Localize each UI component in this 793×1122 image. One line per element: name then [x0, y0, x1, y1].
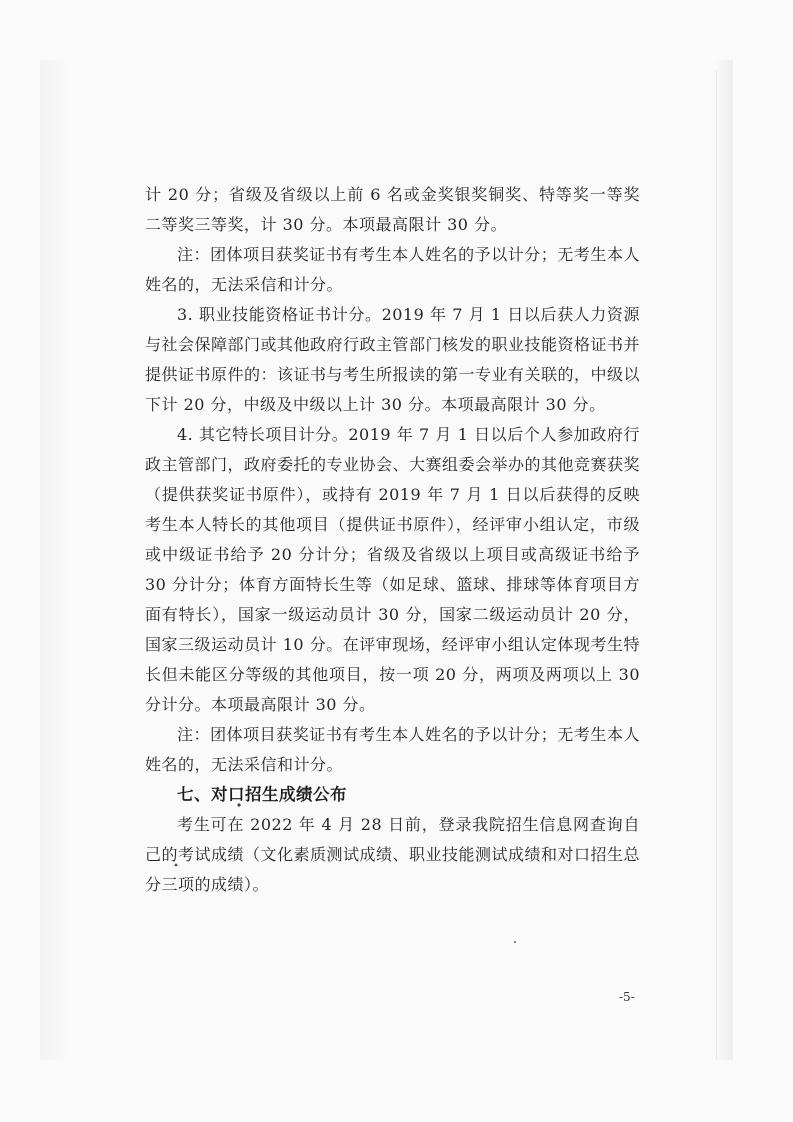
paragraph: 计 20 分；省级及省级以上前 6 名或金奖银奖铜奖、特等奖一等奖二等奖三等奖，计 30 分。本项最高限计 30 分。	[145, 185, 640, 234]
paragraph: 4. 其它特长项目计分。2019 年 7 月 1 日以后个人参加政府行政主管部门，政府委托的专业协会、大赛组委会举办的其他竞赛获奖（提供获奖证书原件），或持有 2019 年 7 月 1 日以后获得的反映考生本人特长的其他项目（提供证书原件），经评审小组认定，市级或中级证书给予 20 分计分；省级及省级以上项目或高级证书给予 30 分计分；体育方面特长生等（如足球、篮球、排球等体育项目方面有特长），国家一级运动员计 30 分，国家二级运动员计 20 分，国家三级运动员计 10 分。在评审现场，经评审小组认定体现考生特长但未能区分等级的其他项目，按一项 20 分，两项及两项以上 30 分计分。本项最高限计 30 分。	[145, 425, 641, 714]
section-heading: 七、对口招生成绩公布	[177, 785, 347, 804]
paragraph: 3. 职业技能资格证书计分。2019 年 7 月 1 日以后获人力资源与社会保障部门或其他政府行政主管部门核发的职业技能资格证书并提供证书原件的：该证书与考生所报读的第一专业有关联的，中级以下计 20 分，中级及中级以上计 30 分。本项最高限计 30 分。	[145, 305, 641, 414]
closing-paragraph: 考生可在 2022 年 4 月 28 日前，登录我院招生信息网查询自己的考试成绩（文化素质测试成绩、职业技能测试成绩和对口招生总分三项的成绩）。	[145, 815, 641, 894]
document-body	[145, 180, 640, 900]
page-number: -5-	[619, 990, 635, 1004]
paragraph: 注：团体项目获奖证书有考生本人姓名的予以计分；无考生本人姓名的，无法采信和计分。	[145, 245, 640, 294]
paragraph: 注：团体项目获奖证书有考生本人姓名的予以计分；无考生本人姓名的，无法采信和计分。	[145, 725, 640, 774]
